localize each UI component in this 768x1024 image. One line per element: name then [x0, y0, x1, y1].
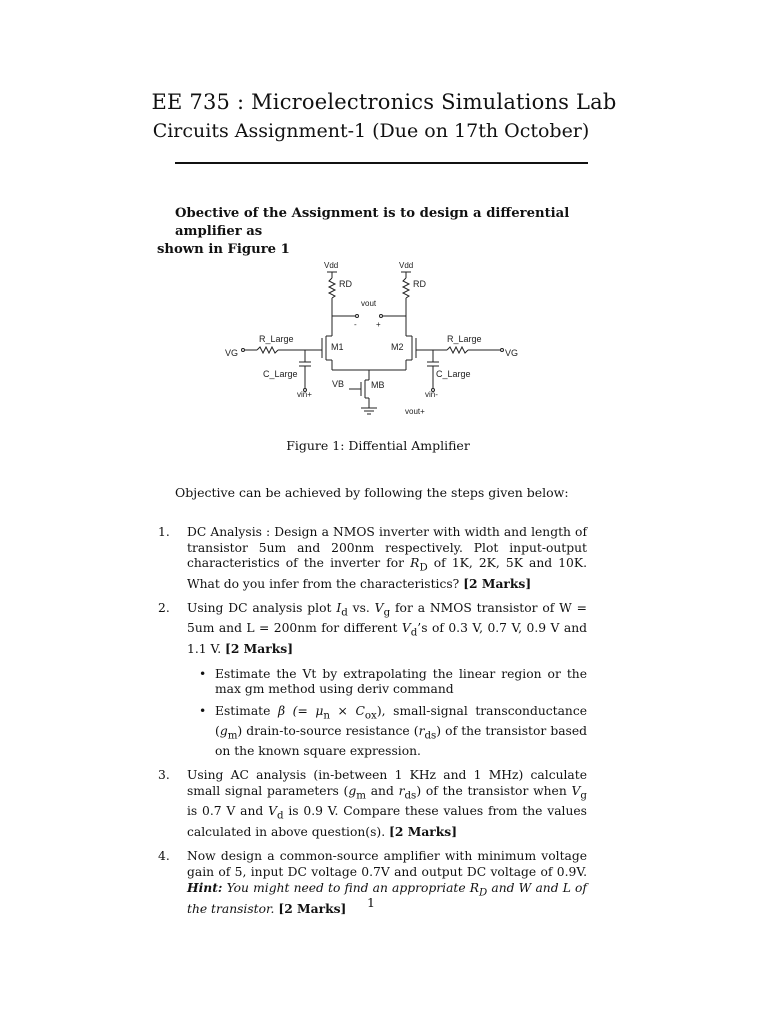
figure-caption: Figure 1: Diffential Amplifier: [286, 438, 470, 453]
marks-label: [2 Marks]: [389, 823, 458, 839]
page-subtitle: Circuits Assignment-1 (Due on 17th October): [152, 120, 590, 142]
intro-text: Objective can be achieved by following the steps given below:: [175, 485, 569, 500]
title-rule: [175, 162, 588, 164]
step-text: is 0.9 V. Compare these values from the values calculated in above question(s).: [187, 803, 587, 839]
label-rd-right: RD: [413, 279, 426, 289]
math-symbol: V: [268, 803, 277, 818]
step-number: 3.: [158, 768, 170, 783]
step-2: [155, 601, 587, 759]
step-1: [155, 525, 587, 592]
step-text: Now design a common-source amplifier with minimum voltage gain of 5, input DC voltage 0.7V and output DC voltage of 0.9V.: [187, 849, 587, 879]
math-subscript: m: [356, 789, 366, 802]
label-rd-left: RD: [339, 279, 352, 289]
marks-label: [2 Marks]: [278, 901, 347, 917]
label-vg-right: VG: [505, 348, 519, 358]
math-symbol: R: [410, 556, 420, 570]
step-text: Using DC analysis plot: [187, 601, 332, 616]
hint-text: You might need to find an appropriate: [226, 881, 466, 896]
steps-list: [155, 525, 587, 927]
step-text: DC Analysis : Design a NMOS inverter with width and length of transistor 5um and 200nm respectively. Plot input-output characteristics of the inverter for: [187, 525, 587, 570]
step-number: 4.: [158, 849, 170, 864]
bullet-icon: •: [199, 703, 207, 718]
page-number: 1: [367, 895, 375, 910]
step-number: 1.: [158, 525, 170, 539]
math-subscript: n: [323, 709, 330, 722]
bullet-icon: •: [199, 666, 207, 681]
math-subscript: g: [383, 606, 391, 619]
math-formula: × C: [329, 703, 365, 718]
label-vb: VB: [332, 379, 345, 389]
label-r-large-right: R_Large: [447, 334, 482, 344]
math-subscript: ds: [404, 789, 417, 802]
figure-1: [215, 258, 555, 426]
hint-label: Hint:: [187, 880, 223, 896]
bullet-text: ) of the transistor based on the known square expression.: [215, 723, 587, 758]
label-vg-left: VG: [225, 348, 239, 358]
bullet-item: [187, 704, 587, 759]
math-subscript: ds: [424, 729, 437, 742]
math-symbol: V: [401, 621, 411, 636]
objective-line-2: shown in Figure 1: [157, 242, 290, 257]
math-subscript: g: [580, 789, 587, 802]
label-r-large-left: R_Large: [259, 334, 294, 344]
math-subscript: D: [479, 886, 488, 899]
bullet-text: Estimate: [215, 703, 271, 718]
math-symbol: R: [469, 881, 480, 896]
label-vin-minus: vin-: [425, 390, 438, 399]
math-symbol: I: [336, 601, 342, 616]
step-text: Using AC analysis (in-between 1 KHz and 1 MHz) calculate small signal parameters (: [187, 768, 587, 798]
label-vdd-left: Vdd: [324, 261, 339, 270]
label-vout: vout: [361, 299, 377, 308]
step-number: 2.: [158, 601, 170, 616]
label-vdd-right: Vdd: [399, 261, 414, 270]
step-3: [155, 768, 587, 840]
label-vout-plus: vout+: [405, 407, 425, 416]
step-text: is 0.7 V and: [187, 803, 264, 818]
math-symbol: r: [398, 783, 405, 798]
hint-text: and W and L of the transistor.: [187, 881, 587, 917]
math-subscript: ox: [364, 709, 377, 722]
objective-paragraph: [157, 205, 602, 259]
label-plus: +: [376, 320, 381, 329]
step-text: vs.: [352, 601, 370, 616]
marks-label: [2 Marks]: [463, 575, 532, 591]
math-symbol: r: [418, 723, 425, 738]
step-2-bullets: [187, 667, 587, 759]
label-minus: -: [354, 320, 357, 329]
math-subscript: d: [276, 809, 284, 822]
bullet-text: ) drain-to-source resistance (: [237, 723, 419, 738]
step-text: and: [370, 783, 394, 798]
math-subscript: m: [227, 729, 238, 742]
math-symbol: g: [219, 723, 228, 738]
marks-label: [2 Marks]: [225, 641, 294, 657]
objective-line-1: Obective of the Assignment is to design a differential amplifier as: [175, 206, 570, 239]
math-symbol: V: [571, 783, 581, 798]
bullet-text: Estimate the Vt by extrapolating the linear region or the max gm method using deriv command: [215, 666, 587, 697]
math-subscript: D: [419, 561, 428, 574]
step-text: of 1K, 2K, 5K and 10K. What do you infer from the characteristics?: [187, 556, 587, 591]
math-formula: ),: [376, 703, 386, 718]
bullet-item: [187, 667, 587, 698]
math-symbol: V: [374, 601, 384, 616]
label-mb: MB: [371, 380, 385, 390]
math-subscript: d: [410, 626, 418, 639]
math-formula: β (= μ: [277, 703, 324, 718]
label-c-large-right: C_Large: [436, 369, 471, 379]
bullet-text: small-signal transconductance (: [215, 703, 587, 738]
math-subscript: d: [341, 606, 348, 619]
differential-amplifier-schematic: [215, 258, 555, 426]
math-symbol: g: [348, 783, 357, 798]
step-text: ) of the transistor when: [416, 783, 567, 798]
label-vin-plus: vin+: [297, 390, 312, 399]
label-c-large-left: C_Large: [263, 369, 298, 379]
label-m2: M2: [391, 342, 404, 352]
step-text: for a NMOS transistor of W = 5um and L = 200nm for different: [187, 601, 587, 636]
label-m1: M1: [331, 342, 344, 352]
page-title: EE 735 : Microelectronics Simulations Lab: [151, 90, 617, 114]
step-text: ’s of 0.3 V, 0.7 V, 0.9 V and 1.1 V.: [187, 621, 587, 657]
